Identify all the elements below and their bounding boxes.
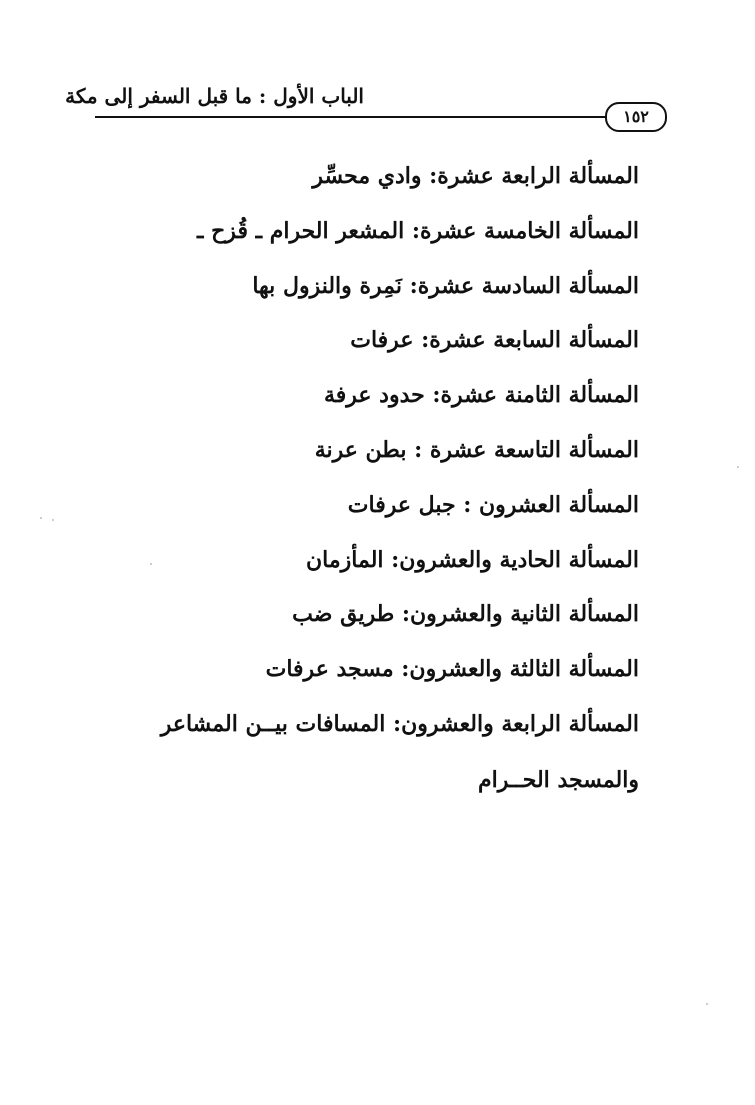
list-item: المسألة الثالثة والعشرون: مسجد عرفات (265, 656, 639, 683)
contents-list (109, 158, 639, 827)
list-item: المسألة الثانية والعشرون: طريق ضب (292, 601, 639, 628)
scan-speck (150, 563, 152, 565)
scan-speck (737, 466, 739, 468)
list-item: المسألة العشرون : جبل عرفات (347, 491, 639, 518)
list-item: المسألة السابعة عشرة: عرفات (350, 327, 639, 354)
scan-speck (52, 519, 54, 521)
scan-speck (40, 517, 42, 519)
list-item: المسألة السادسة عشرة: نَمِرة والنزول بها (252, 272, 639, 299)
page-number: ١٥٢ (605, 102, 667, 132)
list-item: المسألة الرابعة عشرة: وادي محسِّر (312, 163, 639, 189)
list-item: المسألة الخامسة عشرة: المشعر الحرام ـ قُزح ـ (197, 217, 639, 244)
scan-speck (706, 1003, 708, 1005)
list-item: المسألة الرابعة والعشرون: المسافات بيــن المشاعر والمسجد الحــرام (160, 710, 639, 793)
header-rule (95, 116, 610, 118)
list-item: المسألة التاسعة عشرة : بطن عرنة (314, 436, 639, 463)
list-item: المسألة الحادية والعشرون: المأزمان (306, 546, 639, 573)
running-title: الباب الأول : ما قبل السفر إلى مكة (65, 84, 364, 108)
running-header (0, 84, 755, 124)
list-item: المسألة الثامنة عشرة: حدود عرفة (323, 382, 639, 409)
